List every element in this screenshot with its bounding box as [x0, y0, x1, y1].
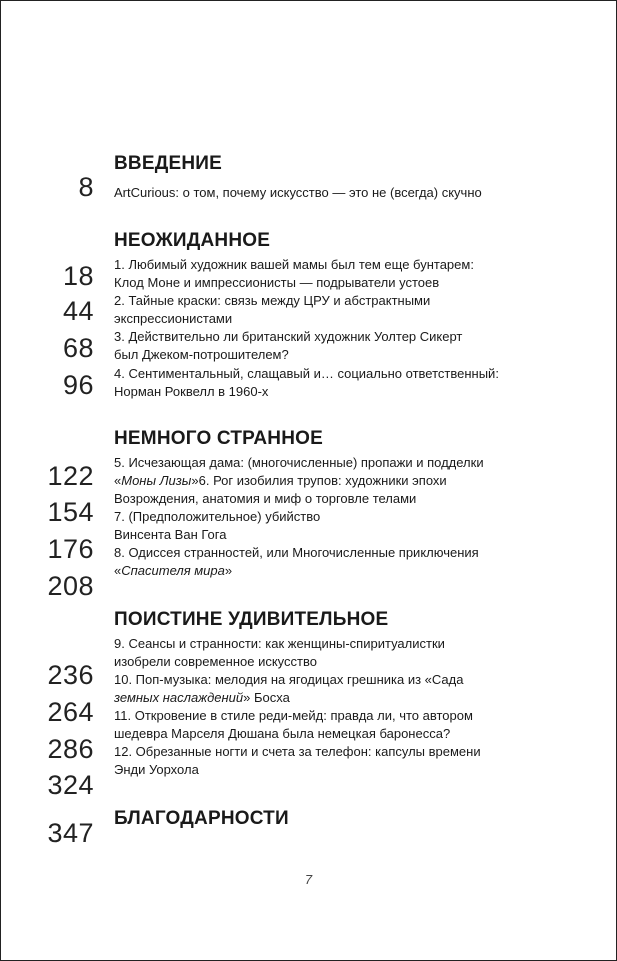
page-number-intro: 8: [78, 172, 94, 202]
toc-entry-2[interactable]: [114, 292, 430, 328]
entry-line: 9. Сеансы и странности: как женщины-спиритуалистки: [114, 636, 445, 651]
italic-title: Моны Лизы: [121, 473, 192, 488]
toc-entry-1[interactable]: [114, 256, 474, 292]
entry-line: Энди Уорхола: [114, 762, 199, 777]
heading-strange: НЕМНОГО СТРАННОЕ: [114, 428, 323, 449]
entry-line: 5. Исчезающая дама: (многочисленные) пропажи и подделки: [114, 455, 484, 470]
page-number-thanks: 347: [47, 818, 94, 848]
entry-line: 1. Любимый художник вашей мамы был тем еще бунтарем:: [114, 257, 474, 272]
entry-line: 11. Откровение в стиле реди-мейд: правда ли, что автором: [114, 708, 473, 723]
heading-intro: ВВЕДЕНИЕ: [114, 153, 222, 174]
page-number: 122: [47, 461, 94, 491]
entry-line: «Спасителя мира»: [114, 563, 233, 578]
entry-line: экспрессионистами: [114, 311, 233, 326]
heading-thanks: БЛАГОДАРНОСТИ: [114, 808, 289, 829]
entry-line: Клод Моне и импрессионисты — подрыватели устоев: [114, 275, 440, 290]
entry-line: 2. Тайные краски: связь между ЦРУ и абстрактными: [114, 293, 431, 308]
page-number: 286: [47, 734, 94, 764]
page-number: 264: [47, 697, 94, 727]
entry-line: 3. Действительно ли британский художник Уолтер Сикерт: [114, 329, 463, 344]
entry-line: Возрождения, анатомия и миф о торговле телами: [114, 491, 417, 506]
page-number: 176: [47, 534, 94, 564]
toc-entries-5-8[interactable]: [114, 454, 484, 580]
heading-unexpected: НЕОЖИДАННОЕ: [114, 230, 271, 251]
page-folio: 7: [304, 872, 313, 887]
page-number: 208: [47, 571, 94, 601]
entry-line: изобрели современное искусство: [114, 654, 317, 669]
toc-entries-9-12[interactable]: [114, 635, 481, 779]
entry-line: Норман Роквелл в 1960-х: [114, 384, 269, 399]
entry-line: 8. Одиссея странностей, или Многочисленные приключения: [114, 545, 479, 560]
entry-line: земных наслаждений» Босха: [114, 690, 290, 705]
entry-line: 7. (Предположительное) убийство: [114, 509, 321, 524]
page-number: 18: [62, 261, 94, 291]
entry-line: шедевра Марселя Дюшана была немецкая баронесса?: [114, 726, 451, 741]
entry-line: «Моны Лизы»6. Рог изобилия трупов: художники эпохи: [114, 473, 447, 488]
page-number: 324: [47, 770, 94, 800]
toc-entry-4[interactable]: [114, 365, 499, 401]
page-number: 236: [47, 660, 94, 690]
page-number: 68: [62, 333, 94, 363]
italic-title: земных наслаждений: [114, 690, 244, 705]
page-number: 44: [62, 296, 94, 326]
entry-line: 12. Обрезанные ногти и счета за телефон: капсулы времени: [114, 744, 481, 759]
page-number: 96: [62, 370, 94, 400]
entry-line: 4. Сентиментальный, слащавый и… социально ответственный:: [114, 366, 499, 381]
entry-line: Винсента Ван Гога: [114, 527, 227, 542]
entry-line: 10. Поп-музыка: мелодия на ягодицах грешника из «Сада: [114, 672, 464, 687]
toc-entry-3[interactable]: [114, 328, 462, 364]
italic-title: Спасителя мира: [121, 563, 225, 578]
heading-amazing: ПОИСТИНЕ УДИВИТЕЛЬНОЕ: [114, 609, 389, 630]
entry-intro[interactable]: ArtCurious: о том, почему искусство — это не (всегда) скучно: [114, 185, 482, 200]
page-number: 154: [47, 497, 94, 527]
entry-line: был Джеком-потрошителем?: [114, 347, 289, 362]
